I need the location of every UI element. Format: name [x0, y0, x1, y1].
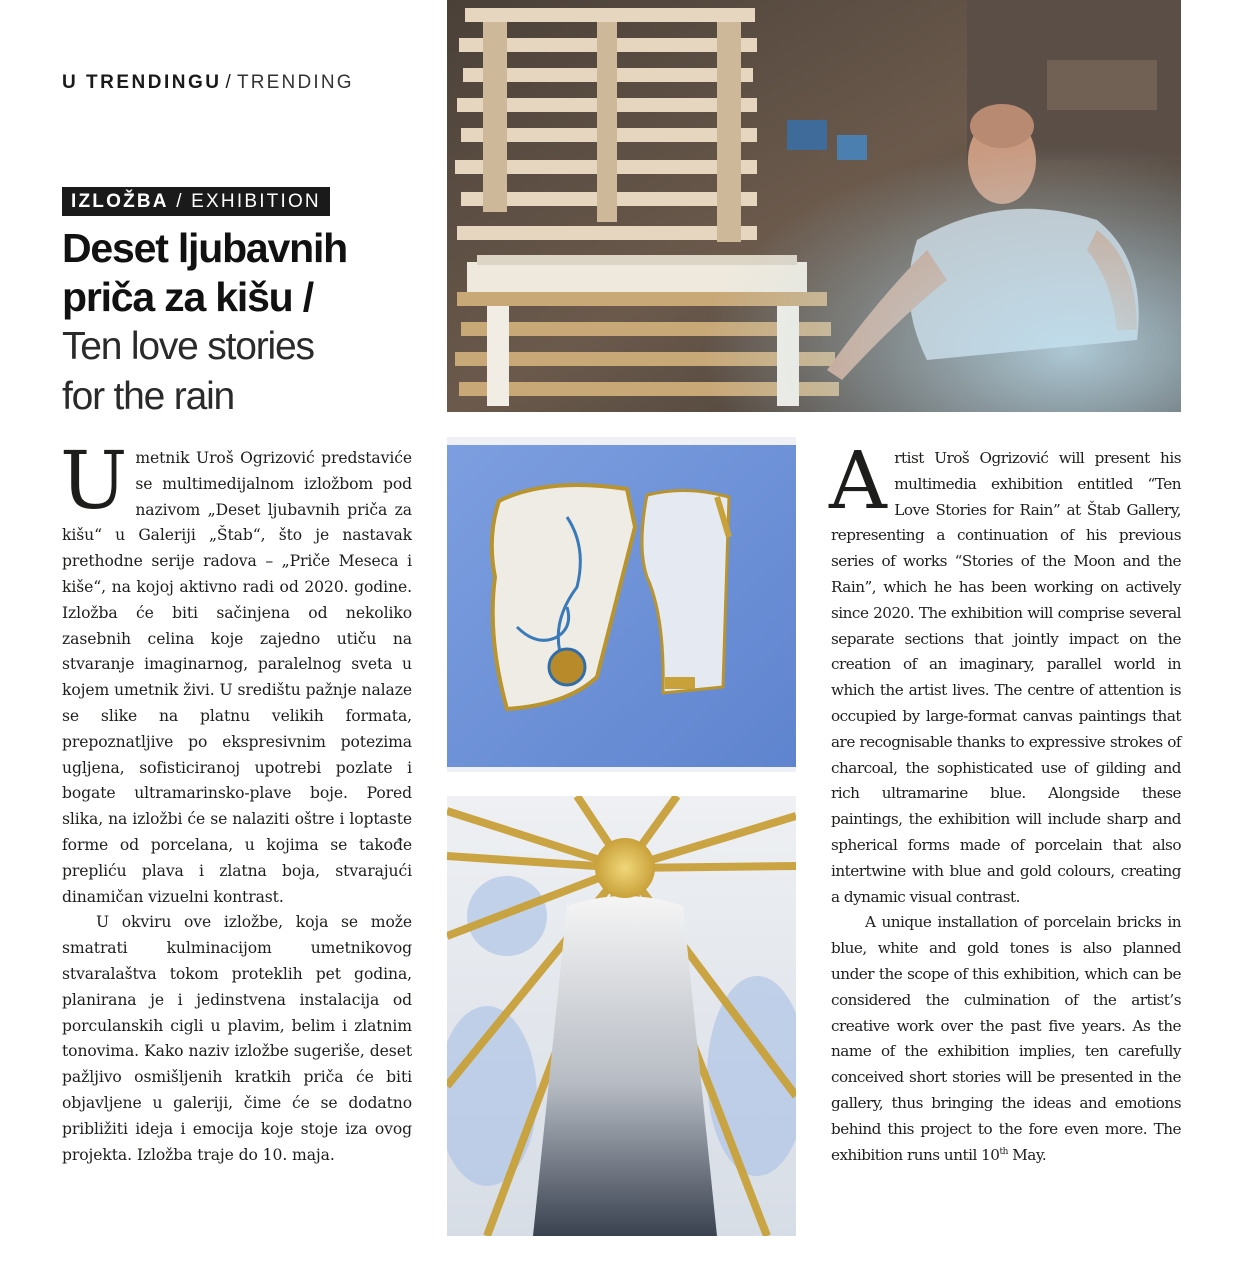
- workshop-photo: [447, 0, 1181, 412]
- serbian-paragraph-2: U okviru ove izložbe, koja se može smatrati kulminacijom umetnikovog stvaralaštva tokom proteklih pet godina, planirana je i jedinstvena instalacija od porculanskih cigli u plavim, belim i zlatnim tonovima. Kako naziv izložbe sugeriše, deset pažljivo osmišljenih kratkih priča će biti objavljene u galeriji, čime će se dodatno približiti ideja i emocija koje stoje iza ovog projekta. Izložba traje do 10. maja.: [62, 913, 412, 1164]
- article-title: [62, 224, 422, 422]
- date-ordinal-suffix: th: [999, 1146, 1008, 1157]
- article-body-serbian: [60, 434, 412, 1168]
- title-english-line-1: Ten love stories: [62, 325, 314, 368]
- section-separator: /: [225, 72, 233, 93]
- porcelain-canvas-artwork: [447, 437, 796, 772]
- category-serbian: IZLOŽBA: [71, 191, 169, 212]
- serbian-dropcap: U: [60, 434, 128, 527]
- section-header: [62, 72, 354, 94]
- section-name-serbian: U TRENDINGU: [62, 72, 222, 93]
- title-serbian-line-1: Deset ljubavnih: [62, 225, 348, 271]
- porcelain-canvas-illustration: [447, 437, 796, 772]
- sun-rays-illustration: [447, 796, 796, 1236]
- english-paragraph-2: [831, 910, 1181, 1168]
- serbian-paragraph-1: [60, 434, 412, 910]
- title-serbian: [62, 224, 422, 322]
- category-english: EXHIBITION: [191, 191, 321, 212]
- category-badge: [62, 187, 330, 216]
- english-paragraph-1: [829, 434, 1181, 910]
- article-body-english: [829, 434, 1181, 1168]
- category-separator: /: [176, 191, 184, 212]
- english-paragraph-1-text: rtist Uroš Ogrizović will present his multimedia exhibition entitled “Ten Love Stories for Rain” at Štab Gallery, representing a continuation of his previous series of works “Stories of the Moon and the Rain”, which he has been working on actively since 2020. The exhibition will comprise several separate sections that jointly impact on the creation of an imaginary, parallel world in which the artist lives. The centre of attention is occupied by large-format canvas paintings that are recognisable thanks to expressive strokes of charcoal, the sophisticated use of gilding and rich ultramarine blue. Alongside these paintings, the exhibition will include sharp and spherical forms made of porcelain that also intertwine with blue and gold colours, creating a dynamic visual contrast.: [831, 449, 1181, 906]
- workshop-photo-illustration: [447, 0, 1181, 412]
- english-dropcap: A: [829, 434, 887, 527]
- title-serbian-line-2: priča za kišu /: [62, 274, 313, 320]
- serbian-paragraph-1-text: metnik Uroš Ogrizović predstaviće se multimedijalnom izložbom pod nazivom „Deset ljubavnih priča za kišu“ u Galeriji „Štab“, što je nastavak prethodne serije radova – „Priče Meseca i kiše“, na kojoj aktivno radi od 2020. godine. Izložba će biti sačinjena od nekoliko zasebnih celina koje zajedno utiču na stvaranje imaginarnog, paralelnog sveta u kojem umetnik živi. U središtu pažnje nalaze se slike na platnu velikih formata, prepoznatljive po ekspresivnim potezima ugljena, sofisticiranoj upotrebi pozlate i bogate ultramarinsko-plave boje. Pored slika, na izložbi će se nalaziti oštre i loptaste forme od porcelana, u kojima se takođe prepliću plava i zlatna boja, stvarajući dinamičan vizuelni kontrast.: [62, 449, 412, 906]
- sun-rays-painting: [447, 796, 796, 1236]
- title-english-line-2: for the rain: [62, 375, 235, 418]
- english-paragraph-2-text: A unique installation of porcelain bricks in blue, white and gold tones is also planned under the scope of this exhibition, which can be considered the culmination of the artist’s creative work over the past five years. As the name of the exhibition implies, ten carefully conceived short stories will be presented in the gallery, thus bringing the ideas and emotions behind this project to the fore even more. The exhibition runs until 10: [831, 913, 1181, 1164]
- english-paragraph-2-end: May.: [1007, 1145, 1047, 1164]
- section-name-english: TRENDING: [236, 72, 354, 93]
- title-english: [62, 322, 422, 422]
